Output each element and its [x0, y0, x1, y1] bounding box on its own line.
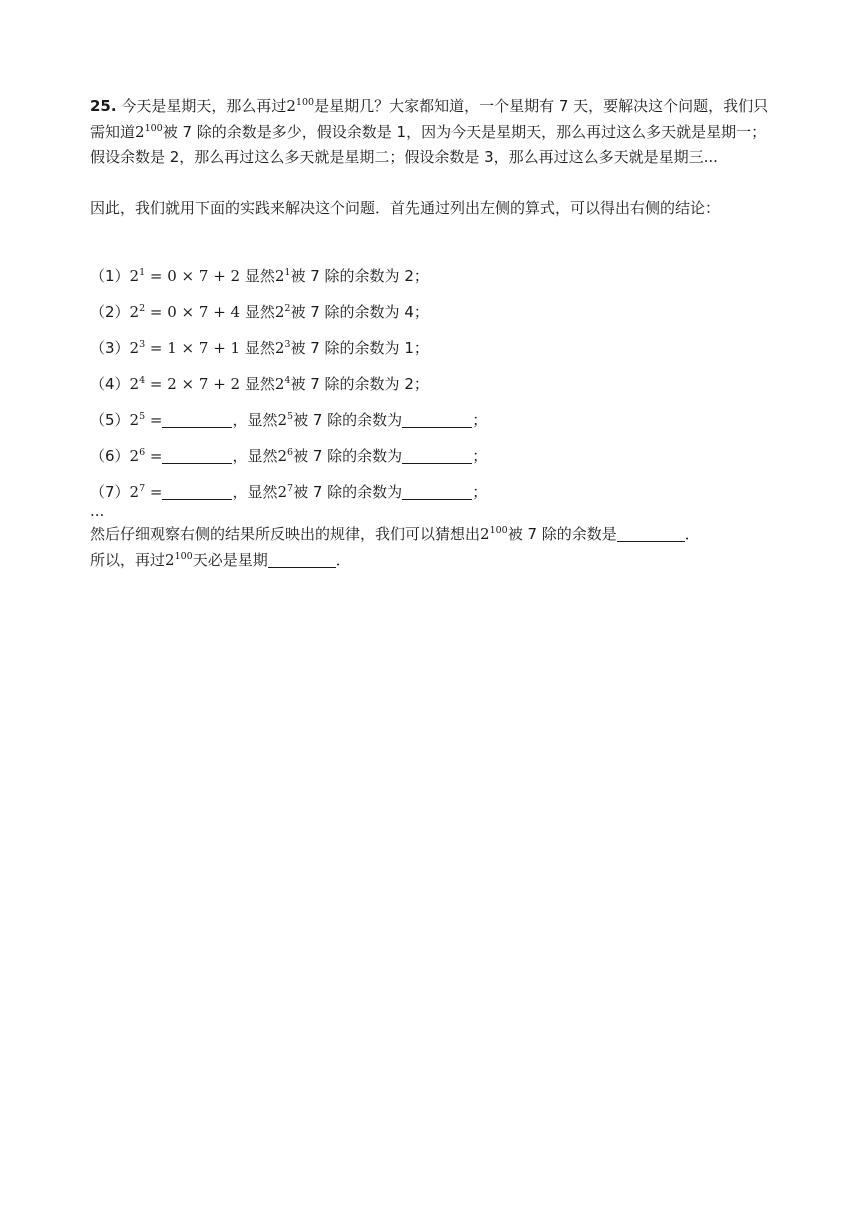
conclusion-line-2: 所以，再过$2^{100}$天必是星期 ．	[90, 550, 351, 569]
power-expression: $2^{100}$	[286, 97, 315, 115]
problem-number: 25.	[90, 97, 117, 115]
step-1: $(1)2^1 = 0 \times 7 + 2$ 显然$2^1$被 7 除的余数为 2；	[90, 267, 429, 285]
step-3: $(3)2^3 = 1 \times 7 + 1$ 显然$2^3$被 7 除的余数为 1；	[90, 339, 429, 357]
step-6: $(6)2^6$ = ，显然$2^6$被 7 除的余数为 ；	[90, 447, 488, 465]
power-expression: $2^{100}$	[135, 122, 163, 141]
answer-blank[interactable]	[268, 550, 336, 568]
step-7: $(7)2^7$ = ，显然$2^7$被 7 除的余数为 ；	[90, 483, 488, 501]
answer-blank[interactable]	[402, 482, 472, 500]
answer-blank[interactable]	[162, 482, 232, 500]
conclusion	[90, 522, 780, 573]
answer-blank[interactable]	[402, 410, 472, 428]
conclusion-line-1: 然后仔细观察右侧的结果所反映出的规律，我们可以猜想出$2^{100}$被 7 除的余数是 ．	[90, 525, 700, 543]
steps-list	[90, 258, 780, 510]
answer-blank[interactable]	[162, 446, 232, 464]
answer-blank[interactable]	[617, 524, 685, 542]
answer-blank[interactable]	[402, 446, 472, 464]
problem-lead: 因此，我们就用下面的实践来解决这个问题．首先通过列出左侧的算式，可以得出右侧的结论：	[90, 199, 721, 217]
step-4: $(4)2^4 = 2 \times 7 + 2$ 显然$2^4$被 7 除的余数为 2；	[90, 375, 429, 393]
step-2: $(2)2^2 = 0 \times 7 + 4$ 显然$2^2$被 7 除的余数为 4；	[90, 303, 429, 321]
answer-blank[interactable]	[162, 410, 232, 428]
step-5: $(5)2^5$ = ，显然$2^5$被 7 除的余数为 ；	[90, 411, 488, 429]
problem-intro: 25. 今天是星期天，那么再过$2^{100}$是星期几？大家都知道，一个星期有 7 天，要解决这个问题，我们只需知道$2^{100}$被 7 除的余数是多少，假设余数是 1，因为今天是星期天，那么再过这么多天就是星期一；假设余数是 2，那么再过这么多天就是星期二；假设余数是 3，那么再过这么多天就是星期三...	[90, 97, 769, 166]
ellipsis: ...	[90, 502, 105, 520]
